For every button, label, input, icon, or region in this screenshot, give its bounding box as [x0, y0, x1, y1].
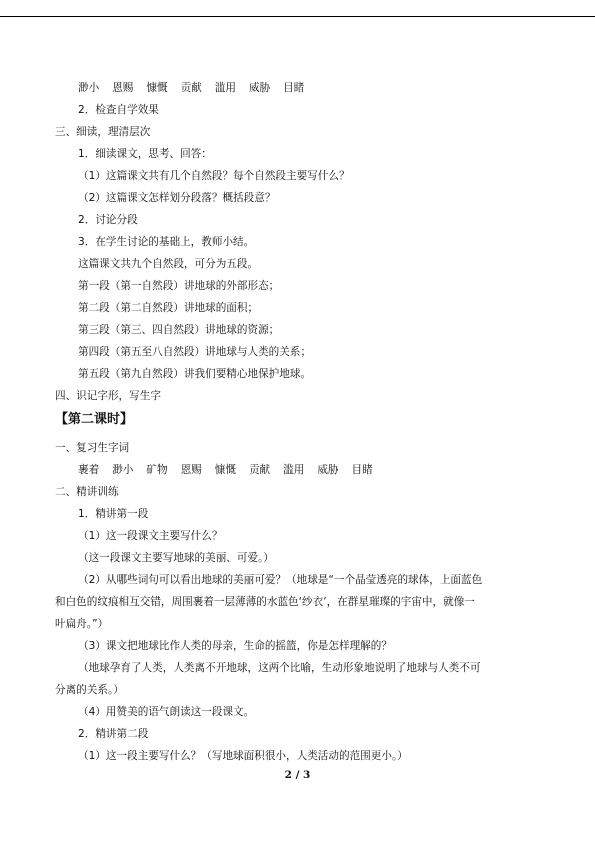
text-line: 第四段（第五至八自然段）讲地球与人类的关系； [78, 346, 312, 358]
section-title: 二、精讲训练 [55, 486, 119, 498]
vocab-word: 威胁 [248, 82, 271, 94]
vocab-word: 滥用 [283, 464, 305, 476]
text-line: 第二段（第二自然段）讲地球的面积； [78, 302, 259, 314]
vocab-word: 贡献 [180, 82, 202, 94]
text-line: 这篇课文共九个自然段，可分为五段。 [78, 258, 259, 270]
text-line: （1）这篇课文共有几个自然段？每个自然段主要写什么？ [78, 170, 350, 182]
vocab-word: 慷慨 [214, 464, 236, 476]
vocab-word: 矿物 [146, 464, 168, 476]
text-line: 第三段（第三、四自然段）讲地球的资源； [78, 324, 280, 336]
page-number: 2 / 3 [284, 769, 311, 781]
text-line: 1．精讲第一段 [78, 508, 149, 520]
text-line: （1）这一段主要写什么？（写地球面积很小，人类活动的范围更小。） [78, 750, 408, 762]
vocab-word: 渺小 [78, 82, 100, 94]
vocab-word: 恩赐 [180, 464, 202, 476]
text-line: （2）从哪些词句可以看出地球的美丽可爱？（地球是“一个晶莹透亮的球体，上面蓝色 [78, 574, 483, 586]
vocab-word: 恩赐 [112, 82, 134, 94]
vocab-word: 目睹 [283, 82, 305, 94]
section-title: 三、细读，理清层次 [55, 126, 151, 138]
vocabulary-list-1 [78, 81, 317, 95]
text-line: 第一段（第一自然段）讲地球的外部形态； [78, 280, 280, 292]
section-title: 一、复习生字词 [55, 442, 130, 454]
header-rule [0, 16, 595, 17]
vocab-word: 慷慨 [146, 82, 168, 94]
text-line: 叶扁舟。”） [55, 618, 109, 630]
text-line: （这一段课文主要写地球的美丽、可爱。） [78, 552, 274, 564]
section-title: 四、识记字形，写生字 [55, 390, 161, 402]
vocab-word: 威胁 [317, 464, 339, 476]
text-line: （1）这一段课文主要写什么？ [78, 530, 223, 542]
text-line: （3）课文把地球比作人类的母亲，生命的摇篮，你是怎样理解的？ [78, 640, 392, 652]
vocab-word: 贡献 [248, 464, 271, 476]
vocab-word: 滥用 [214, 82, 236, 94]
lesson-heading: 【第二课时】 [55, 412, 134, 427]
text-line: 第五段（第九自然段）讲我们要精心地保护地球。 [78, 368, 312, 380]
vocab-word: 渺小 [112, 464, 134, 476]
text-line: 2．讨论分段 [78, 214, 138, 226]
text-line: 分离的关系。） [55, 684, 124, 696]
text-line: （地球孕育了人类，人类离不开地球，这两个比喻，生动形象地说明了地球与人类不可 [78, 662, 481, 674]
vocabulary-list-2 [78, 463, 386, 477]
text-line: （4）用赞美的语气朗读这一段课文。 [78, 706, 255, 718]
text-line: 2．检查自学效果 [78, 104, 159, 116]
text-line: （2）这篇课文怎样划分段落？概括段意？ [78, 192, 276, 204]
vocab-word: 目睹 [351, 464, 373, 476]
text-line: 1．细读课文，思考、回答： [78, 148, 212, 160]
vocab-word: 裹着 [78, 464, 100, 476]
text-line: 3．在学生讨论的基础上，教师小结。 [78, 236, 255, 248]
text-line: 2．精讲第二段 [78, 728, 149, 740]
text-line: 和白色的纹痕相互交错，周围裹着一层薄薄的水蓝色‘纱衣’，在群星璀璨的宇宙中，就像一 [55, 596, 475, 608]
